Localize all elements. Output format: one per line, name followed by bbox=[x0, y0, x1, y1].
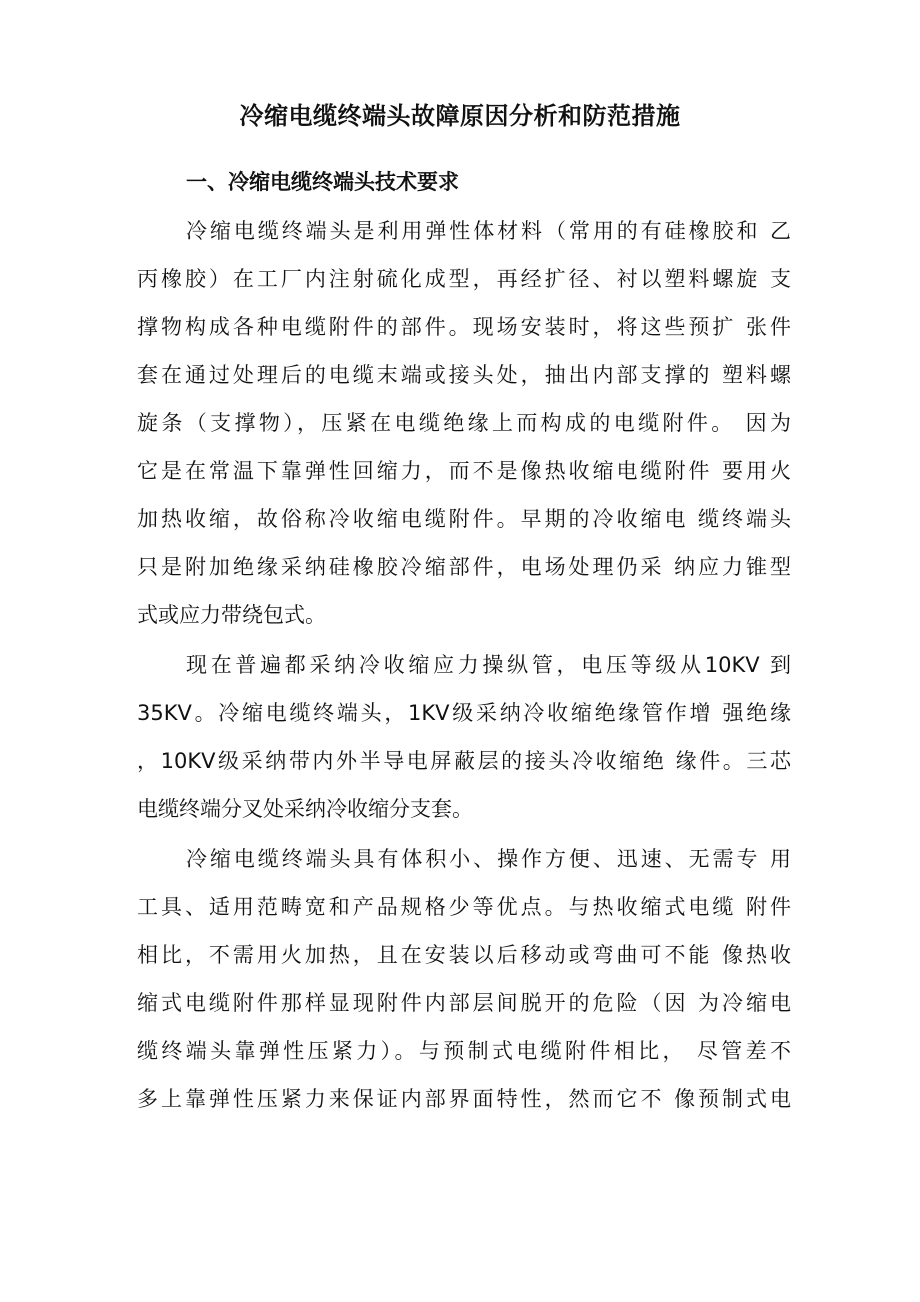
text-line: 相比，不需用火加热，且在安装以后移动或弯曲可不能 像热收 bbox=[137, 943, 791, 967]
text-line: 多上靠弹性压紧力来保证内部界面特性，然而它不 像预制式电 bbox=[137, 1087, 791, 1111]
text-line: 它是在常温下靠弹性回缩力，而不是像热收缩电缆附件 要用火 bbox=[137, 459, 791, 483]
text-line: 现在普遍都采纳冷收缩应力操纵管，电压等级从10KV 到 bbox=[186, 653, 791, 677]
text-line: 电缆终端分叉处采纳冷收缩分支套。 bbox=[137, 797, 473, 821]
text-line: 式或应力带绕包式。 bbox=[137, 603, 326, 627]
text-line: 丙橡胶）在工厂内注射硫化成型，再经扩径、衬以塑料螺旋 支 bbox=[137, 267, 791, 291]
text-line: ，10KV级采纳带内外半导电屏蔽层的接头冷收缩绝 缘件。三芯 bbox=[137, 749, 791, 773]
text-line: 套在通过处理后的电缆末端或接头处，抽出内部支撑的 塑料螺 bbox=[137, 363, 791, 387]
text-line: 35KV。冷缩电缆终端头，1KV级采纳冷收缩绝缘管作增 强绝缘 bbox=[137, 701, 791, 725]
text-line: 加热收缩，故俗称冷收缩电缆附件。早期的冷收缩电 缆终端头 bbox=[137, 507, 791, 531]
section-heading: 一、冷缩电缆终端头技术要求 bbox=[186, 170, 459, 194]
text-line: 旋条（支撑物），压紧在电缆绝缘上而构成的电缆附件。 因为 bbox=[137, 411, 791, 435]
text-line: 冷缩电缆终端头是利用弹性体材料（常用的有硅橡胶和 乙 bbox=[186, 219, 791, 243]
text-line: 缩式电缆附件那样显现附件内部层间脱开的危险（因 为冷缩电 bbox=[137, 991, 791, 1015]
text-line: 只是附加绝缘采纳硅橡胶冷缩部件，电场处理仍采 纳应力锥型 bbox=[137, 555, 791, 579]
text-line: 冷缩电缆终端头具有体积小、操作方便、迅速、无需专 用 bbox=[186, 847, 791, 871]
text-line: 工具、适用范畴宽和产品规格少等优点。与热收缩式电缆 附件 bbox=[137, 895, 791, 919]
text-line: 缆终端头靠弹性压紧力）。与预制式电缆附件相比， 尽管差不 bbox=[137, 1039, 791, 1063]
document-title: 冷缩电缆终端头故障原因分析和防范措施 bbox=[239, 102, 681, 130]
text-line: 撑物构成各种电缆附件的部件。现场安装时，将这些预扩 张件 bbox=[137, 315, 791, 339]
